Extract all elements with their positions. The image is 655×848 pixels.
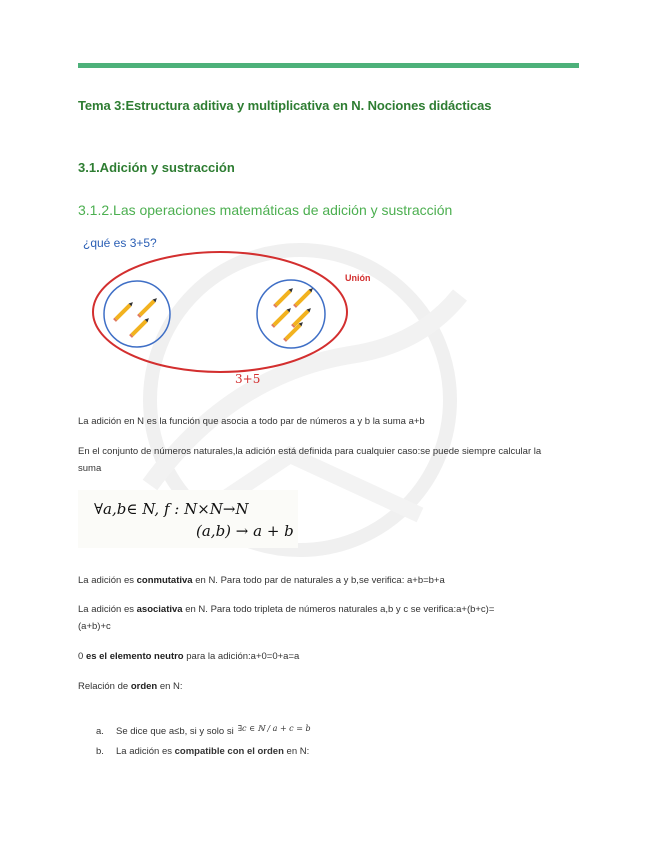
pencil-icon xyxy=(137,297,158,318)
paragraph-addition-defined: En el conjunto de números naturales,la adición está definida para cualquier caso:se puede siempre calcular la suma xyxy=(78,446,542,474)
text-fragment: en N: xyxy=(283,746,310,757)
formula-line-2: (a,b) → a + b xyxy=(196,522,294,540)
union-label: Unión xyxy=(345,273,371,283)
term-elemento-neutro: es el elemento neutro xyxy=(85,651,184,662)
top-accent-rule xyxy=(78,63,579,68)
formula-line-1: ∀a,b∈ N, f : N×N→N xyxy=(94,500,249,518)
text-fragment: La adición es xyxy=(116,746,175,757)
text-fragment: en N. Para todo par de naturales a y b,se verifica: a+b=b+a xyxy=(192,575,445,586)
paragraph-neutral-element xyxy=(78,648,558,665)
text-fragment: La adición es xyxy=(78,575,137,586)
text-fragment: 0 xyxy=(78,651,86,662)
list-marker: b. xyxy=(96,746,104,757)
term-asociativa: asociativa xyxy=(136,604,183,615)
diagram-question: ¿qué es 3+5? xyxy=(83,236,157,250)
text-fragment: La adición es xyxy=(78,604,137,615)
term-orden: orden xyxy=(130,681,158,692)
list-text: Se dice que a≤b, si y solo si xyxy=(116,726,234,737)
sum-label: 3+5 xyxy=(235,372,261,386)
order-condition-formula: ∃c ∈ ℕ / a + c = b xyxy=(237,724,311,733)
paragraph-commutative xyxy=(78,572,558,589)
paragraph-order-relation xyxy=(78,678,558,695)
text-fragment: en N. Para todo tripleta de números naturales a,b y c se verifica:a+(b+c)=(a+b)+c xyxy=(78,604,495,632)
pencil-icon xyxy=(293,287,314,308)
term-conmutativa: conmutativa xyxy=(136,575,193,586)
pencil-icon xyxy=(129,317,150,338)
list-item-b xyxy=(96,746,309,757)
term-compatible-orden: compatible con el orden xyxy=(174,746,284,757)
pencil-icon xyxy=(271,307,292,328)
pencil-icon xyxy=(273,287,294,308)
list-item-a xyxy=(96,726,311,737)
section-heading: 3.1.Adición y sustracción xyxy=(78,160,235,175)
text-fragment: en N: xyxy=(157,681,183,692)
addition-function-formula xyxy=(78,490,298,548)
pencil-icon xyxy=(113,301,134,322)
paragraph-associative xyxy=(78,601,518,635)
paragraph-addition-definition: La adición en N es la función que asocia a todo par de números a y b la suma a+b xyxy=(78,416,425,427)
set-union-diagram xyxy=(75,230,375,390)
list-marker: a. xyxy=(96,726,104,737)
document-title: Tema 3:Estructura aditiva y multiplicativa en N. Nociones didácticas xyxy=(78,98,492,113)
subsection-heading: 3.1.2.Las operaciones matemáticas de adición y sustracción xyxy=(78,202,453,218)
text-fragment: para la adición:a+0=0+a=a xyxy=(183,651,300,662)
left-set-circle xyxy=(104,281,170,347)
text-fragment: Relación de xyxy=(78,681,131,692)
